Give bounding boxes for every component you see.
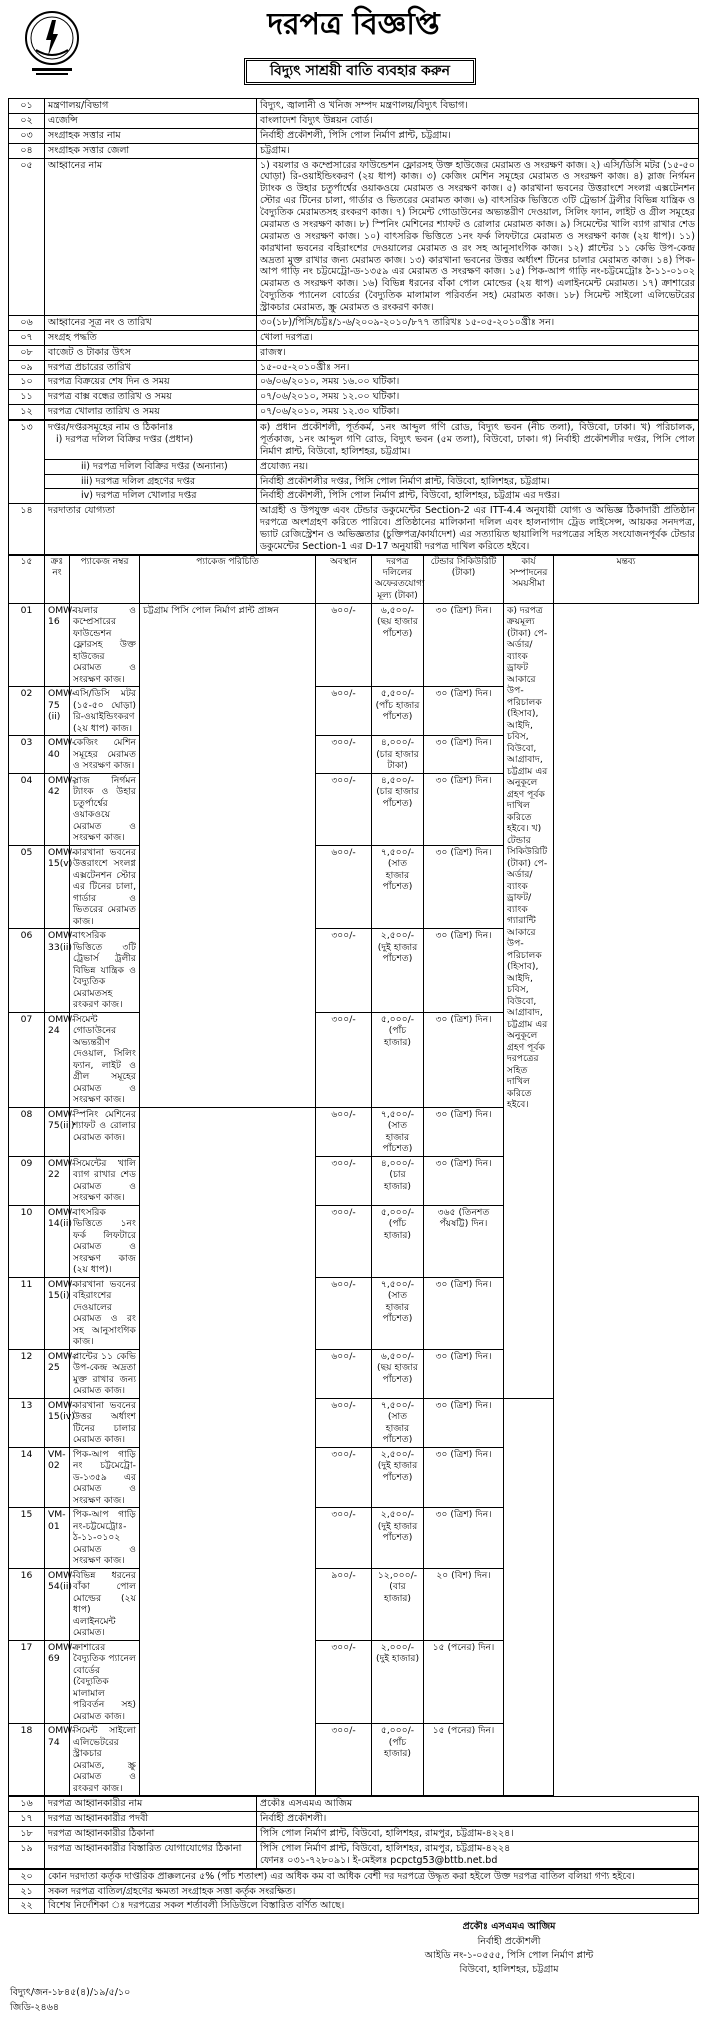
package-code: VM-01 — [45, 1508, 70, 1569]
package-description: কারখানা ভবনের বহিরাংশের দেওয়ালের মেরামত ও রং সহ আনুসাংগিক কাজ। — [70, 1277, 140, 1349]
value-cell: ১৫-০৫-২০১০খ্রীঃ সন। — [257, 360, 699, 375]
sl-cell: ২২ — [9, 1899, 45, 1914]
package-security: ৬,৫০০/- (ছয় হাজার পাঁচশত) — [372, 1349, 424, 1398]
offices-heading: দপ্তর/দপ্তরসমূহের নাম ও ঠিকানাঃ — [48, 422, 174, 433]
package-location-blank — [140, 1107, 316, 1796]
package-price: ৬০০/- — [316, 1349, 372, 1398]
sl-cell: ০২ — [9, 113, 45, 128]
package-security: ৫,০০০/- (পাঁচ হাজার) — [372, 1012, 424, 1107]
sl-cell: ১১ — [9, 390, 45, 405]
package-time: ৩০ (ত্রিশ) দিন। — [424, 773, 504, 845]
package-time: ৩৬৫ (তিনশত পঁয়ষট্টি) দিন। — [424, 1205, 504, 1277]
condition-text: সকল দরপত্র বাতিল/গ্রহণের ক্ষমতা সংগ্রাহক সত্তা কর্তৃক সংরক্ষিত। — [45, 1884, 699, 1899]
package-sn: 03 — [9, 736, 45, 774]
package-code: OMW-25 — [45, 1349, 70, 1398]
value-cell: রাজস্ব। — [257, 345, 699, 360]
row-13-main — [9, 421, 699, 460]
value-cell: নির্বাহী প্রকৌশলী, পিসি পোল নির্মাণ প্লান্ট, চট্টগ্রাম। — [257, 128, 699, 143]
package-security: ৬,৫০০/- (ছয় হাজার পাঁচশত) — [372, 603, 424, 687]
package-price: ৩০০/- — [316, 1205, 372, 1277]
package-description: এসি/ডিসি মটর (১৫-৫০ ঘোড়া) রি-ওয়াইন্ডিংকরণ (২য় ধাপ) কাজ। — [70, 687, 140, 736]
package-price: ৬০০/- — [316, 603, 372, 687]
slogan-box: বিদ্যুৎ সাশ্রয়ী বাতি ব্যবহার করুন — [244, 58, 476, 85]
sl-cell: ০৫ — [9, 158, 45, 315]
package-description: সিমেন্ট সাইলো এলিভেটরের স্ট্রাকচার মেরামত, স্ক্রু মেরামত ও রংকরণ কাজ। — [70, 1724, 140, 1796]
package-price: ৩০০/- — [316, 773, 372, 845]
package-row — [9, 1277, 699, 1349]
package-price: ৬০০/- — [316, 1398, 372, 1447]
package-time: ৩০ (ত্রিশ) দিন। — [424, 1398, 504, 1447]
package-row — [9, 1724, 699, 1796]
reference-number: বিদ্যুৎ/জন-১৮৪৫(৪)/১৯/৫/১০ — [10, 1987, 131, 1999]
package-description: সিমেন্টের খালি ব্যাগ রাখার শেড মেরামত ও সংরক্ষণ কাজ। — [70, 1156, 140, 1205]
office-i-value: ক) প্রধান প্রকৌশলী, পূর্তকর্ম, ১নং আব্দুল গণি রোড, বিদ্যুৎ ভবন (নীচ তলা), বিউবো, ঢাকা। খ) পরিচালক, পূর্তকাজ, ১নং আব্দুল গণি রোড, বিদ্যুৎ ভবন (৫ম তলা), বিউবো, ঢাকা। গ) নির্বাহী প্রকৌশলীর দপ্তর, পিসি পোল নির্মাণ প্লান্ট, বিউবো, হালিশহর, চট্টগ্রাম। — [257, 421, 699, 460]
col-header-security: টেন্ডার সিকিউরিটি (টাকা) — [424, 555, 504, 603]
issuer-row — [9, 1797, 699, 1812]
sl-cell: ২০ — [9, 1869, 45, 1884]
package-security: ৭,৫০০/- (সাত হাজার পাঁচশত) — [372, 1107, 424, 1156]
package-sn: 02 — [9, 687, 45, 736]
package-row — [9, 1640, 699, 1724]
package-row — [9, 1447, 699, 1508]
package-row — [9, 1508, 699, 1569]
package-time: ৩০ (ত্রিশ) দিন। — [424, 929, 504, 1013]
package-time: ৩০ (ত্রিশ) দিন। — [424, 1508, 504, 1569]
condition-row — [9, 1899, 699, 1914]
row-14 — [9, 504, 699, 555]
package-security: ২,৫০০/- (দুই হাজার পাঁচশত) — [372, 929, 424, 1013]
package-security: ৪,০০০/- (চার হাজার) — [372, 1156, 424, 1205]
label-cell: দরপত্র আহ্বানকারীর বিস্তারিত যোগাযোগের ঠিকানা — [45, 1841, 257, 1868]
value-cell: চট্টগ্রাম। — [257, 143, 699, 158]
package-security: ৪,৫০০/- (চার হাজার পাঁচশত) — [372, 773, 424, 845]
package-code: OMW-33(ii) — [45, 929, 70, 1013]
package-sn: 09 — [9, 1156, 45, 1205]
info-row — [9, 113, 699, 128]
label-cell: দরপত্র খোলার তারিখ ও সময় — [45, 405, 257, 420]
package-code: OMW-15(iv) — [45, 1398, 70, 1447]
value-cell: খোলা দরপত্র। — [257, 330, 699, 345]
package-price: ৩০০/- — [316, 1156, 372, 1205]
package-row — [9, 1012, 699, 1107]
package-sn: 16 — [9, 1568, 45, 1640]
package-code: VM-02 — [45, 1447, 70, 1508]
label-cell: মন্ত্রণালয়/বিভাগ — [45, 99, 257, 114]
info-row — [9, 360, 699, 375]
package-row — [9, 1107, 699, 1156]
package-description: বাৎসরিক ভিত্তিতে ৩টি ট্রেভার্স ট্রলীর বিভিন্ন যান্ত্রিক ও বৈদ্যুতিক মেরামতসহ রংকরণ কাজ। — [70, 929, 140, 1013]
value-cell: ০৭/০৬/২০১০, সময় ১২.৩০ ঘটিকা। — [257, 405, 699, 420]
conditions-table — [8, 1869, 699, 1915]
package-price: ৩০০/- — [316, 1508, 372, 1569]
value-cell: ১) বয়লার ও কম্প্রেসারের ফাউন্ডেশন ফ্লোরসহ উক্ত হাউজের মেরামত ও সংরক্ষণ কাজ। ২) এসি/ডিসি মটর (১৫-৫০ ঘোড়া) রি-ওয়াইন্ডিংকরণ (২য় ধাপ) কাজ। ৩) কেজিং মেশিন সমূহের মেরামত ও সংরক্ষণ কাজ। ৪) স্লাজ নির্গমন ট্যাংক ও উহার চতুর্পার্শ্বের ওয়াকওয়ে মেরামত ও সংরক্ষণ কাজ। ৫) কারখানা ভবনের উত্তরাংশে সংলগ্ন এক্সটেনশন স্টোর এর টিনের চালা, গার্ডার ও ভিতরের মেরামত কাজ। ৬) বাৎসরিক ভিত্তিতে ৩টি ট্রেভার্স ট্রলীর বিভিন্ন যান্ত্রিক ও বৈদ্যুতিক মেরামতসহ রংকরণ কাজ। ৭) সিমেন্ট গোডাউনের অভ্যন্তরীণ দেওয়াল, সিলিং ফ্যান, লাইট ও গ্রীল সমূহের মেরামত ও সংরক্ষণ কাজ। ৮) স্পিনিং মেশিনের শ্যাফট ও রোলার মেরামত কাজ। ৯) সিমেন্টের খালি ব্যাগ রাখার শেড মেরামত ও সংরক্ষণ কাজ। ১০) বাৎসরিক ভিত্তিতে ১নং ফর্ক লিফটারে মেরামত ও সংরক্ষণ কাজ (২য় ধাপ)। ১১) কারখানা ভবনের বহিরাংশের দেওয়ালের মেরামত ও রং সহ আনুসাংগিক কাজ। ১২) প্লান্টের ১১ কেভি উপ-কেন্দ্র অদ্রতা মুক্ত রাখার জন্য মেরামত কাজ। ১৩) কারখানা ভবনের উত্তর অর্ধাংশ টিনের চালার মেরামত কাজ। ১৪) পিক-আপ গাড়ি নং চট্টমেট্রো-ড-১৩৫৯ এর মেরামত ও সংরক্ষণ কাজ। ১৫) পিক-আপ গাড়ি নং-চট্টমেট্রোঃ ঠ-১১-০১০২ মেরামত ও সংরক্ষণ কাজ। ১৬) বিভিন্ন ধরনের বাঁকা পোল মোল্ডের (২য় ধাপ) এলাইনমেন্ট মেরামত। ১৭) ক্রাশারের বৈদ্যুতিক প্যানেল বোর্ডের (বৈদ্যুতিক মালামাল পরিবর্তন সহ) মেরামত কাজ। ১৮) সিমেন্ট সাইলো এলিভেটরের স্ট্রাকচার মেরামত, স্ক্রু মেরামত ও রংকরণ কাজ। — [257, 158, 699, 315]
label-cell: দরপত্র প্রচারের তারিখ — [45, 360, 257, 375]
notice-header — [8, 6, 699, 98]
package-row — [9, 736, 699, 774]
package-table — [8, 555, 699, 1797]
label-cell: সংগ্রাহক সত্তার জেলা — [45, 143, 257, 158]
package-security: ৭,৫০০/- (সাত হাজার পাঁচশত) — [372, 845, 424, 929]
signatory — [379, 1920, 639, 1977]
package-code: OMW-16 — [45, 603, 70, 687]
package-code: OMW-75(iii) — [45, 1107, 70, 1156]
col-header-sn: ক্রঃ নং — [45, 555, 70, 603]
package-code: OMW-24 — [45, 1012, 70, 1107]
package-time: ৩০ (ত্রিশ) দিন। — [424, 1349, 504, 1398]
sl-cell: ১৯ — [9, 1841, 45, 1868]
sl-cell: ০১ — [9, 99, 45, 114]
row-19 — [9, 1841, 699, 1868]
issuer-row — [9, 1812, 699, 1827]
package-security: ৫,০০০/- (পাঁচ হাজার) — [372, 1205, 424, 1277]
info-row — [9, 375, 699, 390]
label-cell: আহ্বানের সূত্র নং ও তারিখ — [45, 315, 257, 330]
package-time: ৩০ (ত্রিশ) দিন। — [424, 736, 504, 774]
package-price: ৩০০/- — [316, 1012, 372, 1107]
col-header-description: প্যাকেজ পরিচিতি — [140, 555, 316, 603]
package-price: ৬০০/- — [316, 1277, 372, 1349]
package-row — [9, 773, 699, 845]
package-description: ক্রাশারের বৈদ্যুতিক প্যানেল বোর্ডের (বৈদ্যুতিক মালামাল পরিবর্তন সহ) মেরামত কাজ। — [70, 1640, 140, 1724]
label-cell: দরপত্র আহ্বানকারীর ঠিকানা — [45, 1827, 257, 1842]
package-remarks-blank — [504, 1398, 554, 1796]
package-code: OMW-15(i) — [45, 1277, 70, 1349]
office-ii-value: প্রযোজ্য নয়। — [257, 459, 699, 474]
package-price: ৬০০/- — [316, 687, 372, 736]
col-header-package: প্যাকেজ নম্বর — [70, 555, 140, 603]
sl-cell: ১৪ — [9, 504, 45, 555]
sl-cell: ১০ — [9, 375, 45, 390]
signatory-office-2: বিউবো, হালিশহর, চট্টগ্রাম — [459, 1964, 559, 1975]
package-description: বাৎসরিক ভিত্তিতে ১নং ফর্ক লিফটারে মেরামত ও সংরক্ষণ কাজ (২য় ধাপ)। — [70, 1205, 140, 1277]
package-row — [9, 929, 699, 1013]
value-cell: পিসি পোল নির্মাণ প্লান্ট, বিউবো, হালিশহর, রামপুর, চট্টগ্রাম-৪২২৪। — [257, 1827, 699, 1842]
package-price: ৯০০/- — [316, 1568, 372, 1640]
sl-cell: ১৭ — [9, 1812, 45, 1827]
info-row — [9, 345, 699, 360]
package-time: ২০ (বিশ) দিন। — [424, 1568, 504, 1640]
condition-text: কোন দরদাতা কর্তৃক দাপ্তরিক প্রাক্কলনের ৫% (পাঁচ শতাংশ) এর অধিক কম বা অধিক বেশী দর দরপত্রে উদ্ধৃত করা হইলে উক্ত দরপত্র বাতিল বলিয়া গণ্য হইবে। — [45, 1869, 699, 1884]
package-code: OMW-42 — [45, 773, 70, 845]
package-sn: 06 — [9, 929, 45, 1013]
package-sn: 07 — [9, 1012, 45, 1107]
row-13-iv — [9, 489, 699, 504]
package-sn: 04 — [9, 773, 45, 845]
signatory-name: প্রকৌঃ এসএমএ আজিম — [462, 1921, 556, 1933]
issuer-row — [9, 1827, 699, 1842]
office-iv-value: নির্বাহী প্রকৌশলী, পিসি পোল নির্মাণ প্লান্ট, বিউবো, হালিশহর, চট্টগ্রাম এর দপ্তর। — [257, 489, 699, 504]
package-description: স্লাজ নির্গমন ট্যাংক ও উহার চতুর্পার্শ্বের ওয়াকওয়ে মেরামত ও সংরক্ষণ কাজ। — [70, 773, 140, 845]
package-time: ৩০ (ত্রিশ) দিন। — [424, 845, 504, 929]
package-time: ৩০ (ত্রিশ) দিন। — [424, 1447, 504, 1508]
package-sn: 05 — [9, 845, 45, 929]
label-cell: দরপত্র বিক্রয়ের শেষ দিন ও সময় — [45, 375, 257, 390]
package-security: ৫,৫০০/- (পাঁচ হাজার পাঁচশত) — [372, 687, 424, 736]
tender-info-table — [8, 98, 699, 420]
reference-block — [10, 1986, 130, 2015]
package-row — [9, 1398, 699, 1447]
label-cell: সংগ্রাহক সত্তার নাম — [45, 128, 257, 143]
office-i-label: i) দরপত্র দলিল বিক্রির দপ্তর (প্রধান) — [56, 433, 194, 445]
package-time: ৩০ (ত্রিশ) দিন। — [424, 603, 504, 687]
package-description: কারখানা ভবনের উত্তর অর্ধাংশ টিনের চালার মেরামত কাজ। — [70, 1398, 140, 1447]
office-iii-label: iii) দরপত্র দলিল গ্রহণের দপ্তর — [45, 474, 257, 489]
package-sn: 01 — [9, 603, 45, 687]
value-cell — [257, 1841, 699, 1868]
package-security: ৪,০০০/- (চার হাজার টাকা) — [372, 736, 424, 774]
package-row — [9, 1156, 699, 1205]
package-price: ৩০০/- — [316, 1640, 372, 1724]
issuer-table — [8, 1796, 699, 1868]
package-description: পিক-আপ গাড়ি নং চট্টমেট্রো-ড-১৩৫৯ এর মেরামত ও সংরক্ষণ কাজ। — [70, 1447, 140, 1508]
package-sn: 14 — [9, 1447, 45, 1508]
package-sn: 17 — [9, 1640, 45, 1724]
office-iii-value: নির্বাহী প্রকৌশলীর দপ্তর, পিসি পোল নির্মাণ প্লান্ট, বিউবো, হালিশহর, চট্টগ্রাম। — [257, 474, 699, 489]
package-code: OMW-40 — [45, 736, 70, 774]
gd-number: জিডি-২৪৬৪ — [10, 2001, 60, 2013]
package-row — [9, 1568, 699, 1640]
package-security: ২,০০০/- (দুই হাজার) — [372, 1640, 424, 1724]
condition-text: বিশেষ নির্দেশিকা ঃ দরপত্রের সকল শর্তাবলী সিডিউলে বিস্তারিত বর্ণিত আছে। — [45, 1899, 699, 1914]
package-header-row — [9, 555, 699, 603]
info-row — [9, 390, 699, 405]
package-sn: 15 — [9, 1508, 45, 1569]
package-time: ৩০ (ত্রিশ) দিন। — [424, 1012, 504, 1107]
package-description: প্লান্টের ১১ কেভি উপ-কেন্দ্র অদ্রতা মুক্ত রাখার জন্য মেরামত কাজ। — [70, 1349, 140, 1398]
package-code: OMW-22 — [45, 1156, 70, 1205]
value-cell: প্রকৌঃ এসএমএ আজিম — [257, 1797, 699, 1812]
value-cell: ৩০(১৮)/পিসি/চট্টঃ/১-৬/২০০৯-২০১০/৮৭৭ তারিখঃ ১৫-০৫-২০১০খ্রীঃ সন। — [257, 315, 699, 330]
package-price: ৬০০/- — [316, 845, 372, 929]
package-security: ১২,০০০/- (বার হাজার) — [372, 1568, 424, 1640]
page-title: দরপত্র বিজ্ঞপ্তি — [267, 7, 440, 42]
package-code: OMW-74 — [45, 1724, 70, 1796]
label-cell: দরপত্র বাক্স বন্ধের তারিখ ও সময় — [45, 390, 257, 405]
package-description: স্পিনিং মেশিনের শ্যাফট ও রোলার মেরামত কাজ। — [70, 1107, 140, 1156]
label-cell: এজেন্সি — [45, 113, 257, 128]
package-security: ৭,৫০০/- (সাত হাজার পাঁচশত) — [372, 1277, 424, 1349]
row-13-iii — [9, 474, 699, 489]
package-security: ২,৫০০/- (দুই হাজার পাঁচশত) — [372, 1508, 424, 1569]
package-description: কারখানা ভবনের উত্তরাংশে সংলগ্ন এক্সটেনশন স্টোর এর টিনের চালা, গার্ডার ও ভিতরের মেরামত কাজ। — [70, 845, 140, 929]
package-price: ৩০০/- — [316, 1447, 372, 1508]
sl-cell: ০৬ — [9, 315, 45, 330]
sl-cell: ২১ — [9, 1884, 45, 1899]
sl-cell: ০৯ — [9, 360, 45, 375]
package-time: ১৫ (পনের) দিন। — [424, 1724, 504, 1796]
col-header-remarks: মন্তব্য — [554, 555, 699, 603]
label-cell: সংগ্রহ পদ্ধতি — [45, 330, 257, 345]
signatory-designation: নির্বাহী প্রকৌশলী — [477, 1935, 541, 1947]
package-price: ৩০০/- — [316, 736, 372, 774]
sl-cell: ১৫ — [9, 555, 45, 603]
package-security: ২,৫০০/- (দুই হাজার পাঁচশত) — [372, 1447, 424, 1508]
label-cell: দরপত্র আহ্বানকারীর পদবী — [45, 1812, 257, 1827]
contact-address: পিসি পোল নির্মাণ প্লান্ট, বিউবো, হালিশহর, রামপুর, চট্টগ্রাম-৪২২৪ — [260, 1842, 511, 1854]
col-header-price: দরপত্র দলিলের অফেরতযোগ্য মূল্য (টাকা) — [372, 555, 424, 603]
package-description: বয়লার ও কম্প্রেসারের ফাউন্ডেশন ফ্লোরসহ উক্ত হাউজের মেরামত ও সংরক্ষণ কাজ। — [70, 603, 140, 687]
info-row — [9, 330, 699, 345]
sl-cell: ০৮ — [9, 345, 45, 360]
package-code: OMW-75 (ii) — [45, 687, 70, 736]
label-cell: বাজেট ও টাকার উৎস — [45, 345, 257, 360]
package-time: ১৫ (পনের) দিন। — [424, 1640, 504, 1724]
sl-cell: ১৬ — [9, 1797, 45, 1812]
package-row — [9, 1205, 699, 1277]
label-cell — [45, 421, 257, 460]
info-row — [9, 99, 699, 114]
package-sn: 10 — [9, 1205, 45, 1277]
row-13-ii — [9, 459, 699, 474]
package-description: কেজিং মেশিন সমূহের মেরামত ও সংরক্ষণ কাজ। — [70, 736, 140, 774]
sl-cell: ১২ — [9, 405, 45, 420]
package-description: সিমেন্ট গোডাউনের অভ্যন্তরীণ দেওয়াল, সিলিং ফ্যান, লাইট ও গ্রীল সমূহের মেরামত ও সংরক্ষণ কাজ। — [70, 1012, 140, 1107]
info-row — [9, 315, 699, 330]
package-sn: 18 — [9, 1724, 45, 1796]
sl-cell: ০৪ — [9, 143, 45, 158]
value-cell: নির্বাহী প্রকৌশলী। — [257, 1812, 699, 1827]
signature-block — [8, 1914, 699, 2022]
info-row — [9, 143, 699, 158]
value-cell: ০৬/০৬/২০১০, সময় ১৬.০০ ঘটিকা। — [257, 375, 699, 390]
package-sn: 08 — [9, 1107, 45, 1156]
sl-cell: ১৩ — [9, 421, 45, 504]
package-price: ৩০০/- — [316, 929, 372, 1013]
package-row — [9, 1349, 699, 1398]
package-description: বিভিন্ন ধরনের বাঁকা পোল মোল্ডের (২য় ধাপ) এলাইনমেন্ট মেরামত। — [70, 1568, 140, 1640]
package-security: ৭,৫০০/- (সাত হাজার পাঁচশত) — [372, 1398, 424, 1447]
package-price: ৬০০/- — [316, 1107, 372, 1156]
package-sn: 12 — [9, 1349, 45, 1398]
package-code: OMW-15(v) — [45, 845, 70, 929]
package-code: OMW-54(ii) — [45, 1568, 70, 1640]
signatory-office-1: আইডি নং-১-০৫৫৫, পিসি পোল নির্মাণ প্লান্ট — [424, 1949, 594, 1961]
package-code: OMW-69 — [45, 1640, 70, 1724]
value-cell: ০৭/০৬/২০১০, সময় ১২.০০ ঘটিকা। — [257, 390, 699, 405]
package-row — [9, 845, 699, 929]
package-sn: 13 — [9, 1398, 45, 1447]
sl-cell: ০৩ — [9, 128, 45, 143]
value-cell: আগ্রহী ও উপযুক্ত এবং টেন্ডার ডকুমেন্টের Section-2 এর ITT-4.4 অনুযায়ী যোগ্য ও অভিজ্ঞ ঠিকাদারী প্রতিষ্ঠান দরপত্রে অংশগ্রহণ করিতে পারিবে। প্রতিষ্ঠানের মালিকানা দলিল এবং হালনাগাদ ট্রেড লাইসেন্স, আয়কর সনদপত্র, ভ্যাট রেজিস্ট্রেশন ও অভিজ্ঞতার (চুক্তিপত্র/কার্যাদেশ) এর সত্যায়িত ছায়ালিপি দরপত্রের সহিত সংযোজনপূর্বক টেন্ডার ডকুমেন্টের Section-1 এর D-17 অনুযায়ী দরপত্র দাখিল করিতে হইবে। — [257, 504, 699, 555]
info-row — [9, 128, 699, 143]
info-row — [9, 158, 699, 315]
offices-table — [8, 420, 699, 555]
sl-cell: ১৮ — [9, 1827, 45, 1842]
condition-row — [9, 1869, 699, 1884]
label-cell: আহ্বানের নাম — [45, 158, 257, 315]
col-header-time: কার্য সম্পাদনের সময়সীমা — [504, 555, 554, 603]
sl-cell: ০৭ — [9, 330, 45, 345]
package-time: ৩০ (ত্রিশ) দিন। — [424, 1156, 504, 1205]
package-time: ৩০ (ত্রিশ) দিন। — [424, 687, 504, 736]
col-header-location: অবস্থান — [316, 555, 372, 603]
label-cell: দরদাতার যোগ্যতা — [45, 504, 257, 555]
package-security: ৫,০০০/- (পাঁচ হাজার) — [372, 1724, 424, 1796]
package-location: চট্টগ্রাম পিসি পোল নির্মাণ প্লান্ট প্রাঙ্গন — [140, 603, 316, 1107]
info-row — [9, 405, 699, 420]
package-sn: 11 — [9, 1277, 45, 1349]
office-iv-label: iv) দরপত্র দলিল খোলার দপ্তর — [45, 489, 257, 504]
package-remarks: ক) দরপত্র ক্রয়মূল্য (টাকা) পে-অর্ডার/ব্যাংক ড্রাফট আকারে উপ-পরিচালক (হিসাব), আইদি, চবিস, বিউবো, আগ্রাবাদ, চট্টগ্রাম এর অনুকূলে গ্রহণ পূর্বক দাখিল করিতে হইবে। খ) টেন্ডার সিকিউরিটি (টাকা) পে-অর্ডার/ব্যাংক ড্রাফট/ব্যাংক গ্যারান্টি আকারে উপ-পরিচালক (হিসাব), আইদি, চবিস, বিউবো, আগ্রাবাদ, চট্টগ্রাম এর অনুকূলে গ্রহণ পূর্বক দরপত্রের সহিত দাখিল করিতে হইবে। — [504, 603, 554, 1398]
value-cell: বাংলাদেশ বিদ্যুৎ উন্নয়ন বোর্ড। — [257, 113, 699, 128]
office-ii-label: ii) দরপত্র দলিল বিক্রির দপ্তর (অন্যান্য) — [45, 459, 257, 474]
value-cell: বিদ্যুৎ, জ্বালানী ও খনিজ সম্পদ মন্ত্রণালয়/বিদ্যুৎ বিভাগ। — [257, 99, 699, 114]
package-price: ৩০০/- — [316, 1724, 372, 1796]
package-time: ৩০ (ত্রিশ) দিন। — [424, 1107, 504, 1156]
contact-phone-email: ফোনঃ ০৩১-৭২৮০৯১। ই-মেইলঃ pcpctg53@bttb.net.bd — [260, 1854, 498, 1866]
package-code: OMW-14(ii) — [45, 1205, 70, 1277]
package-row — [9, 603, 699, 687]
package-time: ৩০ (ত্রিশ) দিন। — [424, 1277, 504, 1349]
label-cell: দরপত্র আহ্বানকারীর নাম — [45, 1797, 257, 1812]
package-row — [9, 687, 699, 736]
condition-row — [9, 1884, 699, 1899]
package-description: পিক-আপ গাড়ি নং-চট্টমেট্রোঃ-ঠ-১১-০১০২ মেরামত ও সংরক্ষণ কাজ। — [70, 1508, 140, 1569]
